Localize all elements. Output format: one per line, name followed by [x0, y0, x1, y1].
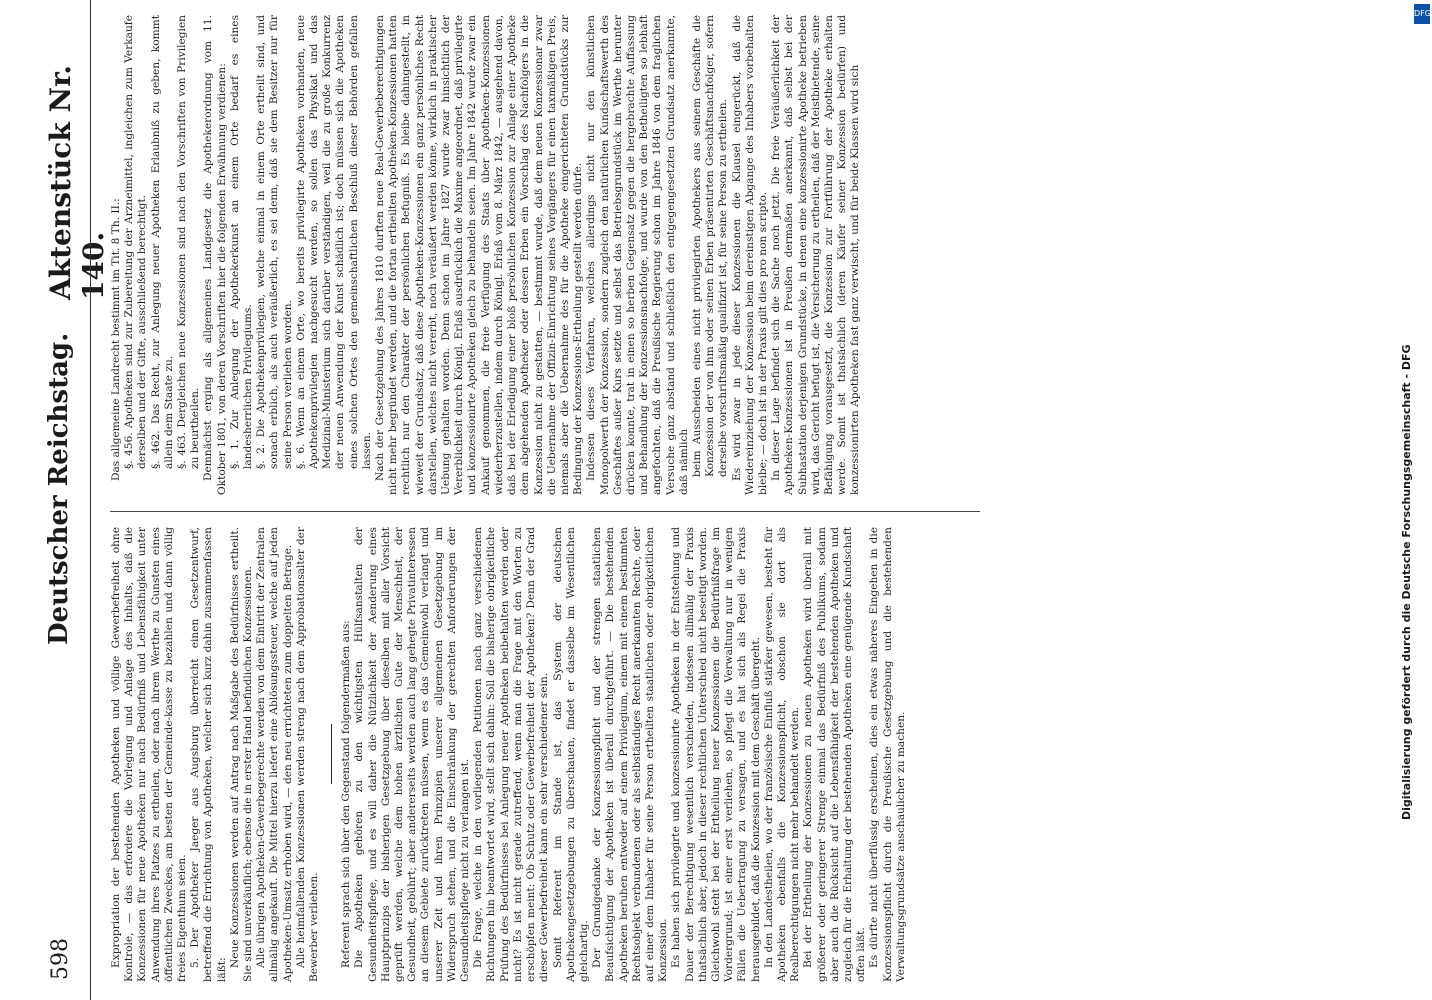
left-column-paragraph: Die Apotheken gehören zu den wichtigsten Hülfsanstalten der Gesundheitspflege, und es will daher die Nützlichkeit der Aenderung eines Hauptprinzips der bisherigen Gesetzgebung über dieselben mit aller Vorsicht geprüft werden, welche dem hohen ärztlichen Gute der Menschheit, der Gesundheit, gebührt; aber andererseits werden auch lang gehegte Privatinteressen an diesem Gebiete zurücktreten müssen, wenn es das Gemeinwohl verlangt und unserer Zeit und ihren Prinzipien unserer allgemeinen Gesetzgebung im Widerspruch stehen, und die Einschränkung der gerechten Anforderungen der Gesundheitspflege nicht zu verlangen ist.: [353, 527, 472, 982]
running-title: Deutscher Reichstag.: [44, 332, 74, 645]
dfg-logo: DFG: [1414, 4, 1430, 24]
left-column-paragraph: Es haben sich privilegirte und konzessionirte Apotheken in der Entstehung und Dauer der Berechtigung wesentlich verschieden, indessen allmälig der Praxis thatsächlich aber, jedoch in dieser rechtlichen Unterschied nicht beseitigt worden. Gleichwohl steht bei der Ertheilung neuer Konzessionen die Bedürfnißfrage im Vordergrund; ist einer erst verliehen, so pflegt die Verwaltung nur in wenigen Fällen die Uebertragung zu versagen, und es hat sich als Regel die Praxis herausgebildet, daß die Konzession mit dem Geschäft übergeht.: [670, 527, 762, 982]
right-column-paragraph: Demnächst erging als allgemeines Landgesetz die Apothekerordnung vom 11. Oktober 1801, von deren Vorschriften hier die folgenden Erwähnung verdienen:: [202, 15, 228, 495]
left-column-paragraph: Referent sprach sich über den Gegenstand folgendermaßen aus:: [340, 620, 353, 968]
left-column-paragraph: 5. Der Apotheker Jaeger aus Augsburg überreicht einen Gesetzentwurf, betreffend die Errichtung von Apotheken, welcher sich kurz dahin zusammenfassen läßt:: [189, 527, 228, 982]
left-column-paragraph: Neue Konzessionen werden auf Antrag nach Maßgabe des Bedürfnisses ertheilt. Sie sind unverkäuflich; ebenso die in erster Hand befindlichen Konzessionen.: [228, 527, 255, 982]
right-column-paragraph: In dieser Lage befindet sich die Sache noch jetzt. Die freie Veräußerlichkeit der Apotheken-Konzessionen ist in Preußen dermaßen anerkannt, daß selbst bei der Subhastation derjenigen Grundstücke, in denen eine konzessionirte Apotheke betrieben wird, das Gericht befugt ist, die Versicherung zu ertheilen, daß der Meistbietende, seine Befähigung vorausgesetzt, die Konzession zur Fortführung der Apotheke erhalten werde. Somit ist thatsächlich (deren Käufer seiner Konzession bedürfen) und konzessionirten Apotheken fast ganz verwischt, und für beide Klassen wird sich: [770, 15, 862, 495]
right-column-paragraph: §. 1. Zur Anlegung der Apothekerkunst an einem Orte bedarf es eines landesherrlichen Privilegiums.: [228, 15, 255, 469]
right-column-paragraph: §. 456. Apotheken sind zur Zubereitung der Arzneimittel, ingleichen zum Verkaufe derselben und der Gifte, ausschließend berechtigt.: [123, 15, 149, 469]
left-column-paragraph: Somit Referent im Stande ist, das System der deutschen Apothekengesetzgebungen zu überschauen, findet er dasselbe im Wesentlichen gleichartig.: [551, 527, 590, 982]
right-column-paragraph: Das allgemeine Landrecht bestimmt im Tit. 8 Th. II.:: [110, 198, 122, 481]
right-column-paragraph: Nach der Gesetzgebung des Jahres 1810 durften neue Real-Gewerbeberechtigungen nicht mehr begründet werden, und die fortan ertheilten Apotheken-Konzessionen hatten rechtlich nur den Charakter der persönlichen Befugniß. Es bleibe dahingestellt, in wieweit der Grundsatz, daß diese Apotheken-Konzessionen ein ganz persönliches Recht darstellen, welches nicht vererbt, noch veräußert werden könne, wirklich in praktischer Uebung gehalten worden. Denn schon im Jahre 1827 wurde zwar hinsichtlich der Vererblichkeit durch Königl. Erlaß ausdrücklich die Maxime angeordnet, daß privilegirte und konzessionirte Apotheken gleich zu behandeln seien. Im Jahre 1842 wurde zwar ein Ankauf genommen, die freie Verfügung des Staats über Apotheken-Konzessionen wiederherzustellen, indem durch Königl. Erlaß vom 8. März 1842, — ausgehend davon, daß bei der Erledigung einer bloß persönlichen Konzession zur Anlage einer Apotheke dem abgehenden Apotheker oder dessen Erben ein Vorschlag des Nachfolgers in die Konzession nicht zu gestatten, — bestimmt wurde, daß dem neuen Konzessionar zwar die Uebernahme der Offizin-Einrichtung seines Vorgängers für einen taxmäßigen Preis, niemals aber die Uebernahme des für die Apotheke eingerichteten Grundstücks zur Bedingung der Konzessions-Ertheilung gestellt werden dürfe.: [374, 15, 585, 495]
right-column-paragraph: §. 6. Wenn an einem Orte, wo bereits privilegirte Apotheken vorhanden, neue Apothekenprivilegien nachgesucht werden, so sollen das Physikat und das Medizinal-Ministerium sich darüber verständigen, weil die zu große Konkurrenz der neuen Anwendung der Kunst schädlich ist; doch müssen sich die Apotheken eines solchen Ortes den gemeinschaftlichen Beschluß dieser Behörden gefallen lassen.: [294, 15, 373, 469]
right-column-paragraph: §. 463. Dergleichen neue Konzessionen sind nach den Vorschriften von Privilegien zu beurtheilen.: [176, 15, 202, 469]
column-rule: [110, 511, 980, 512]
left-column-paragraph: In den Landestheilen, wo der französische Einfluß stärker gewesen, besteht für Apotheken ebenfalls die Konzessionspflicht, obschon sie dort als Realberechtigungen nicht mehr behandelt werden.: [762, 527, 802, 982]
left-column-paragraph: Alle übrigen Apotheken-Gewerbegerechte werden von dem Eintritt der Zentralen allmälig angekauft. Die Mittel hierzu liefert eine Ablösungssteuer, welche auf jeden Apotheken-Umsatz erhoben wird, — den neu errichteten zum doppelten Betrage.: [255, 527, 294, 982]
left-column-paragraph: Bei der Ertheilung der Konzessionen zu neuen Apotheken wird überall mit größerer oder geringerer Strenge einmal das Bedürfniß des Publikums, sodann aber auch die Rücksicht auf die Lebensfähigkeit der bestehenden Apotheken und zugleich für die Erhaltung der bestehenden Apotheken eine genügende Kundschaft offen läßt.: [802, 527, 868, 982]
right-column-paragraph: Es wird zwar in jede dieser Konzessionen die Klausel eingerückt, daß die Wiedereinziehung der Konzession beim dereinstigen Abgange des Inhabers vorbehalten bleibe; — doch ist in der Praxis gilt dies pro non scripto.: [730, 15, 769, 495]
left-column-paragraph: Expropriation der bestehenden Apotheken und völlige Gewerbefreiheit ohne Kontrole, — das erfordere die Vorlegung und Anlage des Inhalts, daß die Konzessionen für neue Apotheken nur nach Bedürfniß und Lebensfähigkeit unter Anwendung ihres Platzes zu ertheilen, oder nach ihrem Werthe zu Gunsten eines öffentlichen Zweckes, am besten der Gemeinde-kasse zu bezahlen und dann völlig freies Eigenthum seien.: [110, 527, 189, 982]
page-number: 598: [48, 938, 73, 980]
dfg-funding-text: Digitalisierung gefördert durch die Deutsche Forschungsgemeinschaft - DFG: [1400, 344, 1413, 820]
right-column-paragraph: §. 462. Das Recht, zur Anlegung neuer Apotheken Erlaubniß zu geben, kommt allein dem Staate zu.: [149, 15, 175, 469]
right-column-paragraph: §. 2. Die Apothekenprivilegien, welche einmal in einem Orte ertheilt sind, und sonach erblich, als auch veräußerlich, es sei denn, daß sie dem Besitzer nur für seine Person verliehen worden.: [255, 15, 294, 469]
left-column-paragraph: Alle heimfallenden Konzessionen werden streng nach dem Approbationsalter der Bewerber verliehen.: [294, 527, 321, 982]
section-divider: [331, 725, 332, 785]
left-column-paragraph: Es dürfte nicht überflüssig erscheinen, dies ein etwas näheres Eingehen in die Konzessionspflicht durch die Preußische Gesetzgebung und die bestehenden Verwaltungsgrundsätze anschaulicher zu machen.: [868, 527, 907, 982]
document-number-title: Aktenstück Nr. 140.: [44, 64, 110, 300]
left-column-paragraph: Der Grundgedanke der Konzessionspflicht und der strengen staatlichen Beaufsichtigung der Apotheken ist überall durchgeführt. — Die bestehenden Apotheken beruhen entweder auf einem Privilegium, einem mit einem bestimmten Rechtsobjekt verbundenen oder als selbständiges Recht anerkannten Rechte, oder auf einer dem Inhaber für seine Person ertheilten staatlichen oder obrigkeitlichen Konzession.: [591, 527, 670, 982]
right-column-paragraph: beim Ausscheiden eines nicht privilegirten Apothekers aus seinem Geschäfte die Konzession der von ihm oder seinen Erben präsentirten Geschäftsnachfolger, sofern derselbe vorschriftsmäßig qualifizirt ist, für seine Person zu ertheilen.: [690, 15, 730, 477]
left-column-paragraph: Die Frage, welche in den vorliegenden Petitionen nach ganz verschiedenen Richtungen hin beantwortet wird, stellt sich dahin: Soll die bisherige obrigkeitliche Prüfung des Bedürfnisses bei Anlegung neuer Apotheken beibehalten werden oder nicht? Es ist nicht gerade zutreffend, wenn man die Frage mit den Worten zu erschöpfen meint: Ob Schutz oder Gewerbefreiheit der Apotheken? Denn der Grad dieser Gewerbefreiheit kann ein sehr verschiedener sein.: [472, 527, 551, 982]
right-column-paragraph: Indessen dieses Verfahren, welches allerdings nicht nur den künstlichen Monopolwerth der Konzession, sondern zugleich den natürlichen Kundschaftswerth des Geschäftes außer Kurs setzte und selbst das Betriebsgrundstück im Werthe herunter drücken konnte, trat in einen so herben Gegensatz gegen die hergebrachte Auffassung und Behandlung der Konzessionsnachfolge, und wurde von den Betheiligten so lebhaft angefochten, daß die Preußische Regierung schon im Jahre 1846 von dem fraglichen Versuche ganz abstand und schließlich den entgegengesetzten Grundsatz anerkannte, daß nämlich: [585, 15, 690, 495]
header-rule: [90, 0, 91, 1000]
